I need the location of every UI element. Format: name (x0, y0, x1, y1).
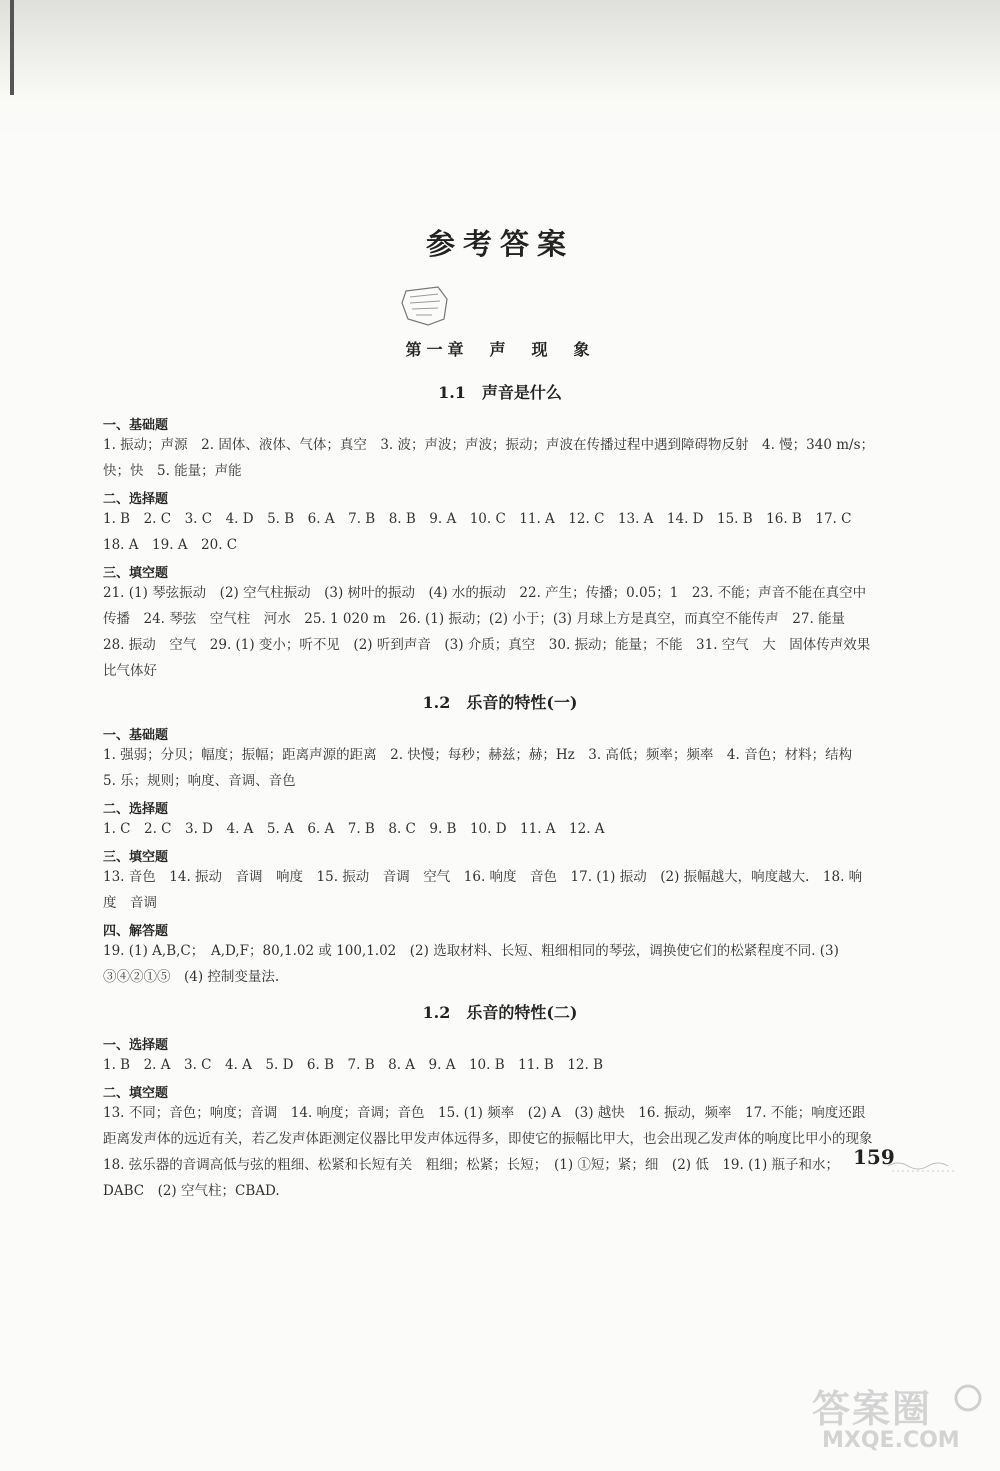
page-title: 参考答案 (425, 227, 574, 261)
top-scan-smudge (0, 0, 1000, 140)
answer-text: 1. B 2. A 3. C 4. A 5. D 6. B 7. B 8. A 9. A 10. B 11. B 12. B (103, 1057, 604, 1073)
subheading: 二、填空题 (103, 1086, 169, 1101)
answer-text: 1. C 2. C 3. D 4. A 5. A 6. A 7. B 8. C 9. B 10. D 11. A 12. A (103, 821, 605, 837)
subheading: 一、基础题 (103, 418, 169, 433)
answer-text: 13. 不同；音色；响度；音调 14. 响度；音调；音色 15. (1) 频率 (2) A (3) 越快 16. 振动，频率 17. 不能；响度还跟距离发声体的远近有关，若乙发声体距测定仪器比甲发声体远得多，即使它的振幅比甲大，也会出现乙发声体的响度比甲小的现象 18. 弦乐器的音调高低与弦的粗细、松紧和长短有关 粗细；松紧；长短； (1) ①短；紧；细 (2) 低 19. (1) 瓶子和水；DABC (2) 空气柱；CBAD. (103, 1105, 886, 1199)
subheading: 二、选择题 (103, 802, 169, 817)
section-title: 1.2 乐音的特性(一) (422, 693, 578, 712)
stamp-illustration-icon (398, 285, 450, 327)
subheading: 四、解答题 (103, 924, 169, 939)
subheading: 一、选择题 (103, 1038, 169, 1053)
section-title: 1.2 乐音的特性(二) (422, 1003, 578, 1022)
answer-text: 21. (1) 琴弦振动 (2) 空气柱振动 (3) 树叶的振动 (4) 水的振动 22. 产生；传播；0.05；1 23. 不能；声音不能在真空中传播 24. 琴弦 空气柱 河水 25. 1 020 m 26. (1) 振动；(2) 小于；(3) 月球上方是真空，而真空不能传声 27. 能量 28. 振动 空气 29. (1) 变小；听不见 (2) 听到声音 (3) 介质；真空 30. 振动；能量；不能 31. 空气 大 固体传声效果比气体好 (103, 585, 871, 679)
scan-edge-mark (10, 0, 14, 95)
answer-text: 1. 强弱；分贝；幅度；振幅；距离声源的距离 2. 快慢；每秒；赫兹；赫；Hz 3. 高低；频率；频率 4. 音色；材料；结构 5. 乐；规则；响度、音调、音色 (103, 747, 866, 789)
answer-text: 1. 振动；声源 2. 固体、液体、气体；真空 3. 波；声波；声波；振动；声波在传播过程中遇到障碍物反射 4. 慢；340 m/s；快；快 5. 能量；声能 (103, 437, 875, 479)
watermark-url: MXQE.COM (822, 1428, 960, 1453)
watermark-text: 答案圈 (812, 1387, 933, 1431)
subheading: 二、选择题 (103, 492, 169, 507)
subheading: 三、填空题 (103, 850, 169, 865)
decorative-wave-icon (888, 1158, 958, 1172)
answer-text: 1. B 2. C 3. C 4. D 5. B 6. A 7. B 8. B 9. A 10. C 11. A 12. C 13. A 14. D 15. B 16. B 17. C 18. A 19. A 20. C (103, 511, 865, 553)
subheading: 三、填空题 (103, 566, 169, 581)
answer-text: 13. 音色 14. 振动 音调 响度 15. 振动 音调 空气 16. 响度 音色 17. (1) 振动 (2) 振幅越大，响度越大. 18. 响度 音调 (103, 869, 863, 911)
answer-text: 19. (1) A,B,C； A,D,F；80,1.02 或 100,1.02 (2) 选取材料、长短、粗细相同的琴弦，调换使它们的松紧程度不同. (3) ③④②①⑤ (4) 控制变量法. (103, 943, 839, 985)
subheading: 一、基础题 (103, 728, 169, 743)
section-title: 1.1 声音是什么 (438, 383, 562, 402)
chapter-heading: 第一章 声 现 象 (405, 340, 595, 359)
page-number: 159 (853, 1145, 895, 1169)
